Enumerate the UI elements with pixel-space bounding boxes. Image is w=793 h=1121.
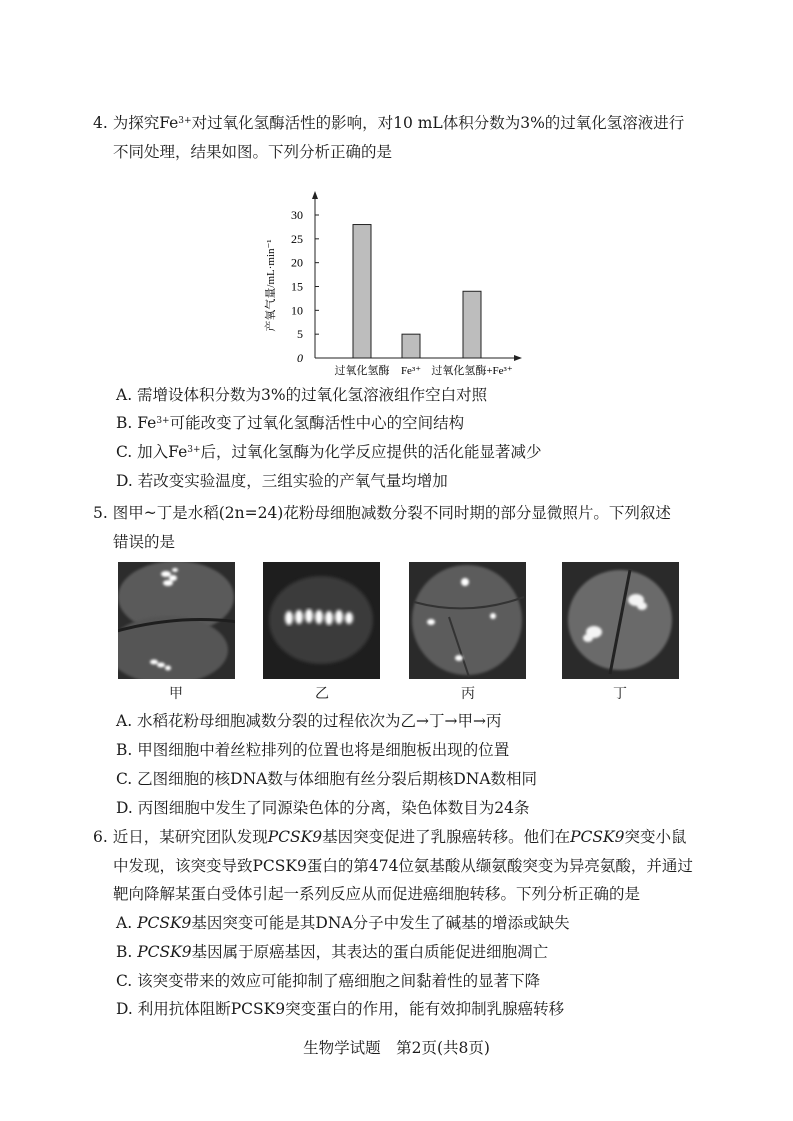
q5-stem-line1: 5. 图甲~丁是水稻(2n=24)花粉母细胞减数分裂不同时期的部分显微照片。下列叙述 [93,504,671,522]
q6-stem-line2: 中发现，该突变导致PCSK9蛋白的第474位氨基酸从缬氨酸突变为异亮氨酸，并通过 [113,857,693,875]
y-tick-label: 15 [291,279,303,294]
x-category-label: 过氧化氢酶+Fe³⁺ [431,365,513,377]
micrograph-jia [118,562,235,679]
y-tick-label: 30 [291,208,303,222]
y-tick-label: 10 [291,303,303,318]
q6-option-a: A. PCSK9基因突变可能是其DNA分子中发生了碱基的增添或缺失 [116,914,570,932]
bar [463,291,481,358]
q6-option-c: C. 该突变带来的效应可能抑制了癌细胞之间黏着性的显著下降 [116,972,541,990]
micrograph-bing [409,562,526,679]
q5-option-c: C. 乙图细胞的核DNA数与体细胞有丝分裂后期核DNA数相同 [116,770,538,788]
y-tick-label: 0 [297,351,303,365]
q5-option-a: A. 水稻花粉母细胞减数分裂的过程依次为乙→丁→甲→丙 [116,712,502,730]
q5-option-d: D. 丙图细胞中发生了同源染色体的分离，染色体数目为24条 [116,799,530,817]
y-axis-label: 产氧气量/mL·min⁻¹ [265,239,277,332]
q6-stem-line3: 靶向降解某蛋白受体引起一系列反应从而促进癌细胞转移。下列分析正确的是 [113,885,641,903]
label-bing: 丙 [461,686,475,702]
q4-stem-line1: 4. 为探究$Fe^{3+}$对过氧化氢酶活性的影响，对10 mL体积分数为3%的过氧化氢溶液进行 [93,114,685,132]
q4-option-a: A. 需增设体积分数为3%的过氧化氢溶液组作空白对照 [116,386,488,404]
label-yi: 乙 [315,686,329,702]
micrograph-ding [562,562,679,679]
y-tick-label: 5 [297,327,303,342]
page-footer: 生物学试题 第2页(共8页) [303,1039,490,1057]
x-category-label: Fe³⁺ [400,365,422,377]
q5-option-b: B. 甲图细胞中着丝粒排列的位置也将是细胞板出现的位置 [116,741,510,759]
x-axis-arrow [514,355,522,361]
q4-stem-line2: 不同处理，结果如图。下列分析正确的是 [113,143,393,161]
q4-bar-chart [260,168,550,378]
q4-option-c: C. 加入$Fe^{3+}$后，过氧化氢酶为化学反应提供的活化能显著减少 [116,443,542,461]
q6-option-d: D. 利用抗体阻断PCSK9突变蛋白的作用，能有效抑制乳腺癌转移 [116,1000,565,1018]
bar [353,225,371,358]
q6-option-b: B. PCSK9基因属于原癌基因，其表达的蛋白质能促进细胞凋亡 [116,943,549,961]
label-ding: 丁 [613,686,627,702]
q4-option-d: D. 若改变实验温度，三组实验的产氧气量均增加 [116,472,448,490]
x-category-label: 过氧化氢酶 [334,365,390,377]
micrograph-yi [263,562,380,679]
y-tick-label: 20 [291,255,303,270]
bar [402,334,420,358]
q6-stem-line1: 6. 近日，某研究团队发现PCSK9基因突变促进了乳腺癌转移。他们在PCSK9突变小鼠 [93,828,687,846]
label-jia: 甲 [169,686,183,702]
q5-stem-line2: 错误的是 [113,533,176,551]
q4-option-b: B. $Fe^{3+}$可能改变了过氧化氢酶活性中心的空间结构 [116,414,465,432]
y-axis-arrow [312,191,318,199]
y-tick-label: 25 [291,231,303,246]
